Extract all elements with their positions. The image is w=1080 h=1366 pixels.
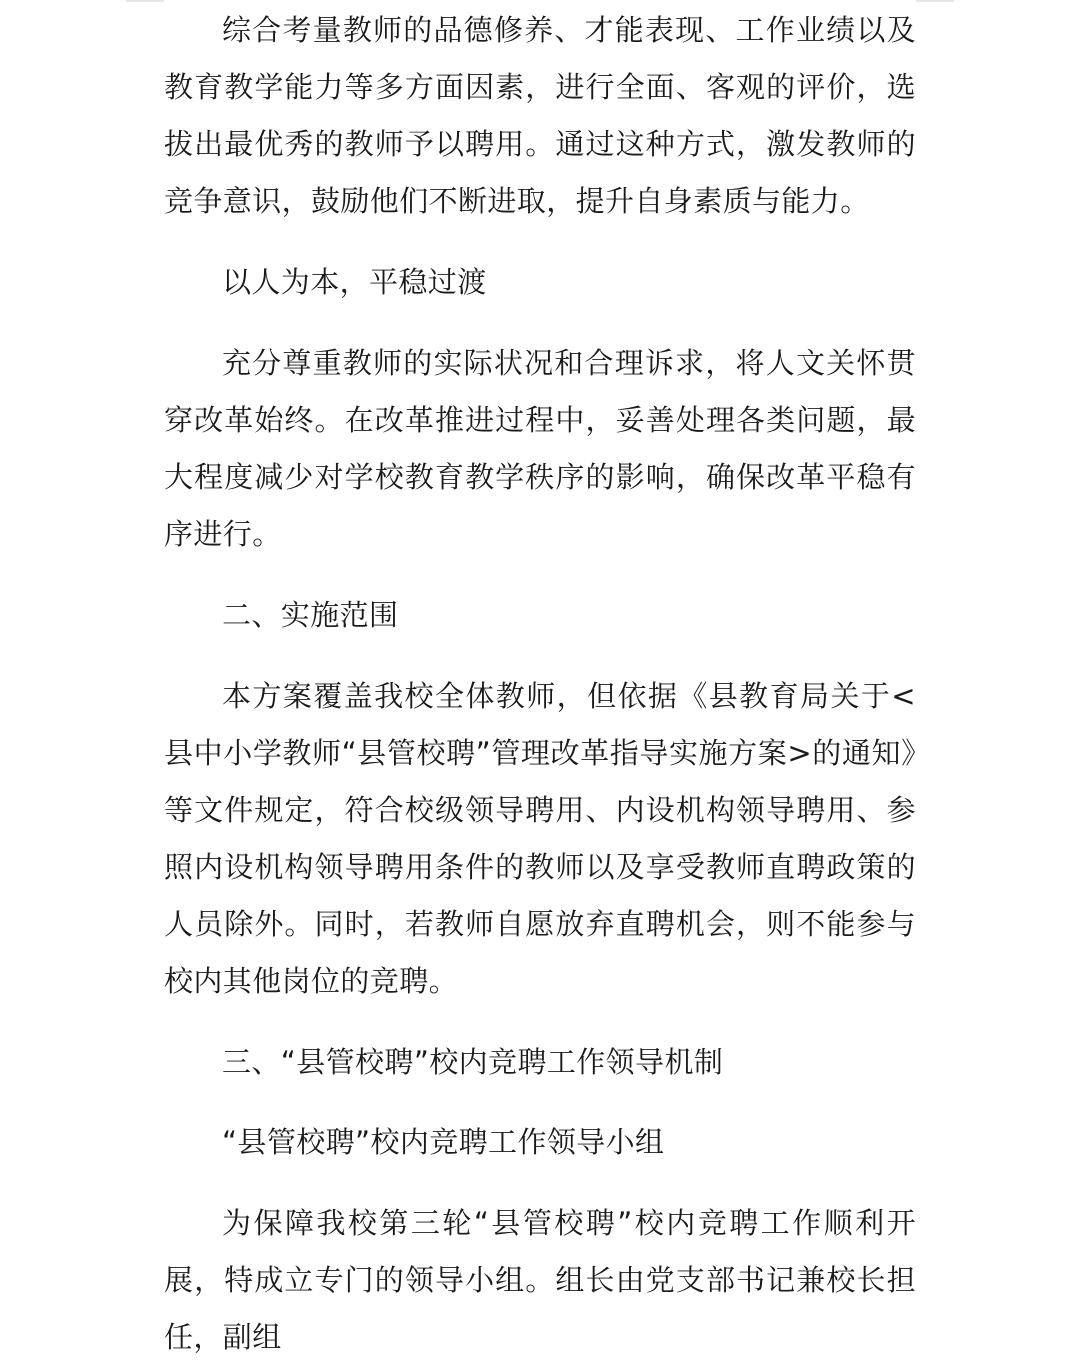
- heading-leadership-mechanism: 三、“县管校聘”校内竞聘工作领导机制: [222, 1045, 724, 1079]
- heading-leadership-group: “县管校聘”校内竞聘工作领导小组: [222, 1125, 665, 1159]
- paragraph-evaluation: 综合考量教师的品德修养、才能表现、工作业绩以及教育教学能力等多方面因素，进行全面、客观的评价，选拔出最优秀的教师予以聘用。通过这种方式，激发教师的竞争意识，鼓励他们不断进取，提升自身素质与能力。: [164, 13, 916, 218]
- heading-scope: 二、实施范围: [222, 598, 399, 632]
- paragraph-scope: 本方案覆盖我校全体教师，但依据《县教育局关于<县中小学教师“县管校聘”管理改革指导实施方案>的通知》等文件规定，符合校级领导聘用、内设机构领导聘用、参照内设机构领导聘用条件的教师以及享受教师直聘政策的人员除外。同时，若教师自愿放弃直聘机会，则不能参与校内其他岗位的竞聘。: [164, 679, 916, 998]
- paragraph-leadership-group: 为保障我校第三轮“县管校聘”校内竞聘工作顺利开展，特成立专门的领导小组。组长由党支部书记兼校长担任，副组: [164, 1206, 916, 1354]
- page-edge-right: [916, 0, 954, 2]
- paragraph-respect-teachers: 充分尊重教师的实际状况和合理诉求，将人文关怀贯穿改革始终。在改革推进过程中，妥善处理各类问题，最大程度减少对学校教育教学秩序的影响，确保改革平稳有序进行。: [164, 346, 916, 551]
- page-edge-left: [126, 0, 164, 2]
- document-page: [164, 2, 916, 1366]
- heading-people-oriented: 以人为本，平稳过渡: [222, 265, 487, 299]
